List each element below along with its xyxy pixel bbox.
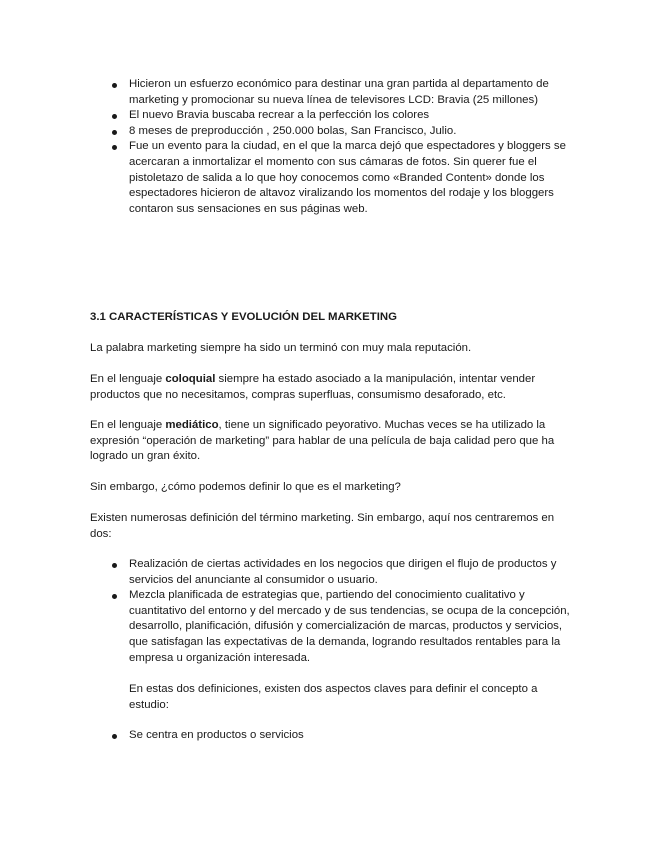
list-item: Realización de ciertas actividades en los negocios que dirigen el flujo de productos y servicios del anunciante al consumidor o usuario. xyxy=(90,557,575,588)
paragraph-question: Sin embargo, ¿cómo podemos definir lo que es el marketing? xyxy=(90,481,401,493)
section-heading: 3.1 CARACTERÍSTICAS Y EVOLUCIÓN DEL MARKETING xyxy=(90,311,397,323)
paragraph-definitions: Existen numerosas definición del término marketing. Sin embargo, aquí nos centraremos en dos: xyxy=(90,512,555,540)
text-run: , tiene un significado peyorativo. Muchas veces se ha utilizado la expresión “operación de marketing” para hablar de una película de baja calidad pero que ha logrado un gran éxito. xyxy=(90,419,555,463)
bold-term-mediatico: mediático xyxy=(165,419,219,431)
list-item: Mezcla planificada de estrategias que, partiendo del conocimiento cualitativo y cuantitativo del entorno y del mercado y de sus tendencias, se ocupa de la concepción, desarrollo, planificación, difusión y comercialización de marcas, productos y servicios, que satisfagan las expectativas de la demanda, logrando resultados rentables para la empresa u organización interesada. xyxy=(90,588,575,666)
paragraph-mediatico xyxy=(90,418,560,465)
list-item: El nuevo Bravia buscaba recrear a la perfección los colores xyxy=(90,108,575,124)
top-bullet-list xyxy=(90,77,575,217)
text-run: En el lenguaje xyxy=(90,373,166,385)
bold-term-coloquial: coloquial xyxy=(165,373,216,385)
list-item: Fue un evento para la ciudad, en el que la marca dejó que espectadores y bloggers se acercaran a inmortalizar el momento con sus cámaras de fotos. Sin querer fue el pistoletazo de salida a lo que hoy conocemos como «Branded Content» donde los espectadores hicieron de altavoz viralizando los momentos del rodaje y los bloggers contaron sus sensaciones en sus páginas web. xyxy=(90,139,575,217)
aspect-bullet-list xyxy=(90,728,575,744)
definition-bullet-list xyxy=(90,557,575,666)
paragraph-definitions-note: En estas dos definiciones, existen dos aspectos claves para definir el concepto a estudio: xyxy=(129,683,538,711)
list-item: 8 meses de preproducción , 250.000 bolas, San Francisco, Julio. xyxy=(90,124,575,140)
text-run: siempre ha estado asociado a la manipulación, intentar vender productos que no necesitamos, compras superfluas, consumismo desaforado, etc. xyxy=(90,373,536,401)
list-item: Hicieron un esfuerzo económico para destinar una gran partida al departamento de marketing y promocionar su nueva línea de televisores LCD: Bravia (25 millones) xyxy=(90,77,575,108)
paragraph-coloquial xyxy=(90,372,560,403)
list-item: Se centra en productos o servicios xyxy=(90,728,575,744)
paragraph-intro: La palabra marketing siempre ha sido un terminó con muy mala reputación. xyxy=(90,342,472,354)
text-run: En el lenguaje xyxy=(90,419,166,431)
